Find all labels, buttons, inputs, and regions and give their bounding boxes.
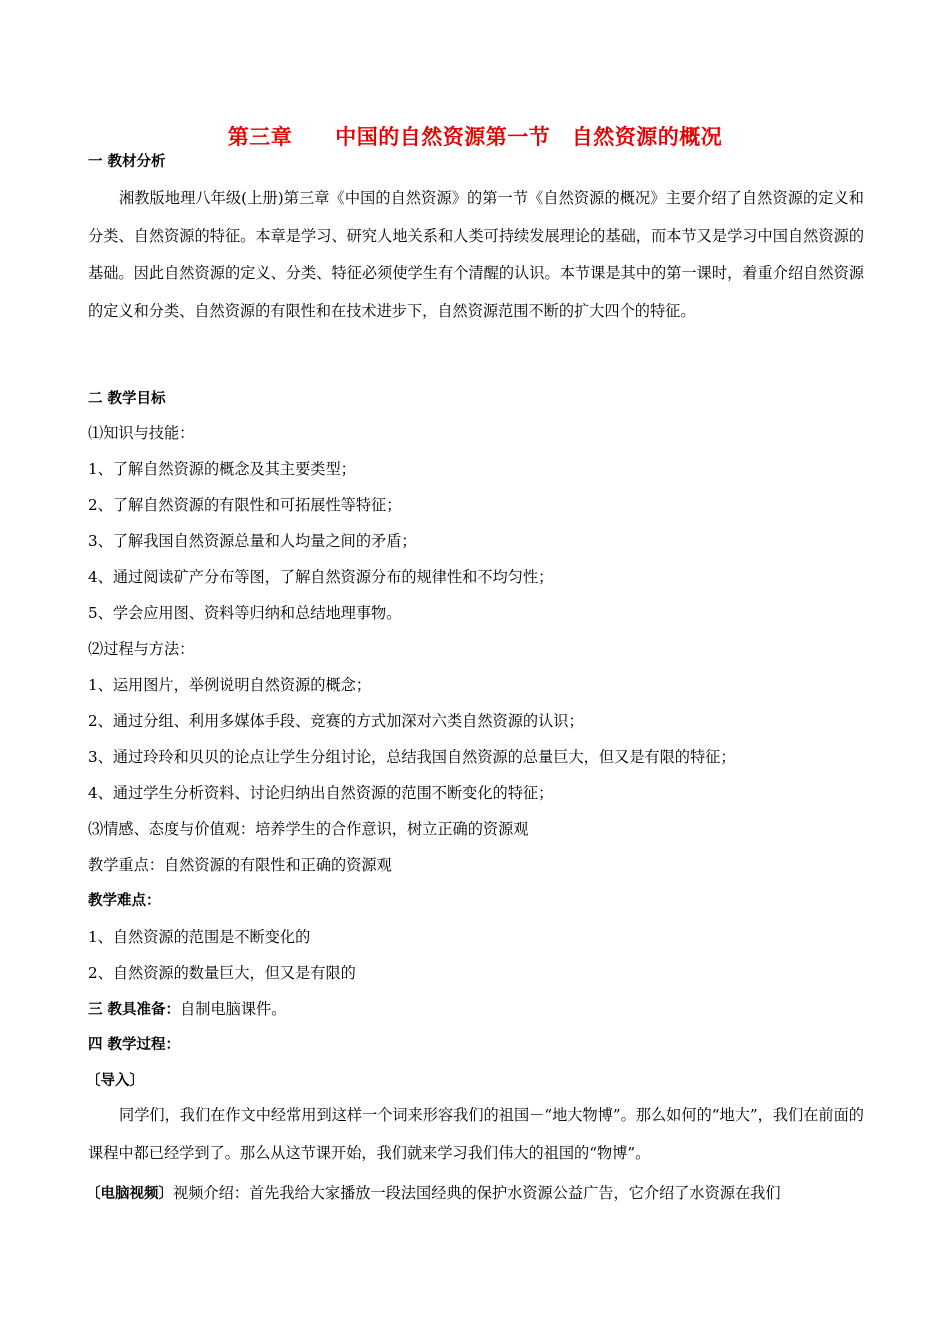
list-item: 2、自然资源的数量巨大，但又是有限的 [88,964,356,982]
list-item: 5、学会应用图、资料等归纳和总结地理事物。 [88,604,402,622]
list-item: 4、通过学生分析资料、讨论归纳出自然资源的范围不断变化的特征； [88,784,554,802]
intro-label: 〔导入〕 [86,1073,144,1089]
section-heading-teaching-aids: 三 教具准备： [88,1002,181,1018]
page-title: 第三章 中国的自然资源第一节 自然资源的概况 [227,125,723,149]
list-item: 3、了解我国自然资源总量和人均量之间的矛盾； [88,532,417,550]
list-item: 1、自然资源的范围是不断变化的 [88,928,311,946]
subheading-knowledge-skills: ⑴知识与技能： [88,424,195,442]
video-text: 视频介绍：首先我给大家播放一段法国经典的保护水资源公益广告，它介绍了水资源在我们 [173,1184,781,1202]
section-heading-textbook-analysis: 一 教材分析 [88,154,166,170]
list-item: 4、通过阅读矿产分布等图，了解自然资源分布的规律性和不均匀性； [88,568,554,586]
list-item: 1、了解自然资源的概念及其主要类型； [88,460,356,478]
subheading-emotion-attitude: ⑶情感、态度与价值观：培养学生的合作意识，树立正确的资源观 [88,820,529,838]
section-heading-teaching-process: 四 教学过程： [88,1037,181,1053]
list-item: 2、通过分组、利用多媒体手段、竞赛的方式加深对六类自然资源的认识； [88,712,584,730]
list-item: 2、了解自然资源的有限性和可拓展性等特征； [88,496,402,514]
textbook-analysis-paragraph: 湘教版地理八年级(上册)第三章《中国的自然资源》的第一节《自然资源的概况》主要介绍了自然资源的定义和分类、自然资源的特征。本章是学习、研究人地关系和人类可持续发展理论的基础，而本节又是学习中国自然资源的基础。因此自然资源的定义、分类、特征必须使学生有个清醒的认识。本节课是其中的第一课时，着重介绍自然资源的定义和分类、自然资源的有限性和在技术进步下，自然资源范围不断的扩大四个的特征。 [88,189,864,320]
key-point: 教学重点：自然资源的有限性和正确的资源观 [88,856,392,874]
teaching-aids-text: 自制电脑课件。 [180,1000,287,1018]
intro-paragraph: 同学们，我们在作文中经常用到这样一个词来形容我们的祖国－“地大物博”。那么如何的“地大”，我们在前面的课程中都已经学到了。那么从这节课开始，我们就来学习我们伟大的祖国的“物博”。 [88,1106,864,1162]
list-item: 3、通过玲玲和贝贝的论点让学生分组讨论，总结我国自然资源的总量巨大，但又是有限的特征； [88,748,736,766]
subheading-process-method: ⑵过程与方法： [88,640,195,658]
list-item: 1、运用图片，举例说明自然资源的概念； [88,676,372,694]
video-label: 〔电脑视频〕 [86,1186,173,1202]
section-heading-teaching-goals: 二 教学目标 [88,391,166,407]
video-line [86,1182,866,1205]
teaching-aids-line [88,998,868,1021]
difficulty-heading: 教学难点： [88,893,161,909]
